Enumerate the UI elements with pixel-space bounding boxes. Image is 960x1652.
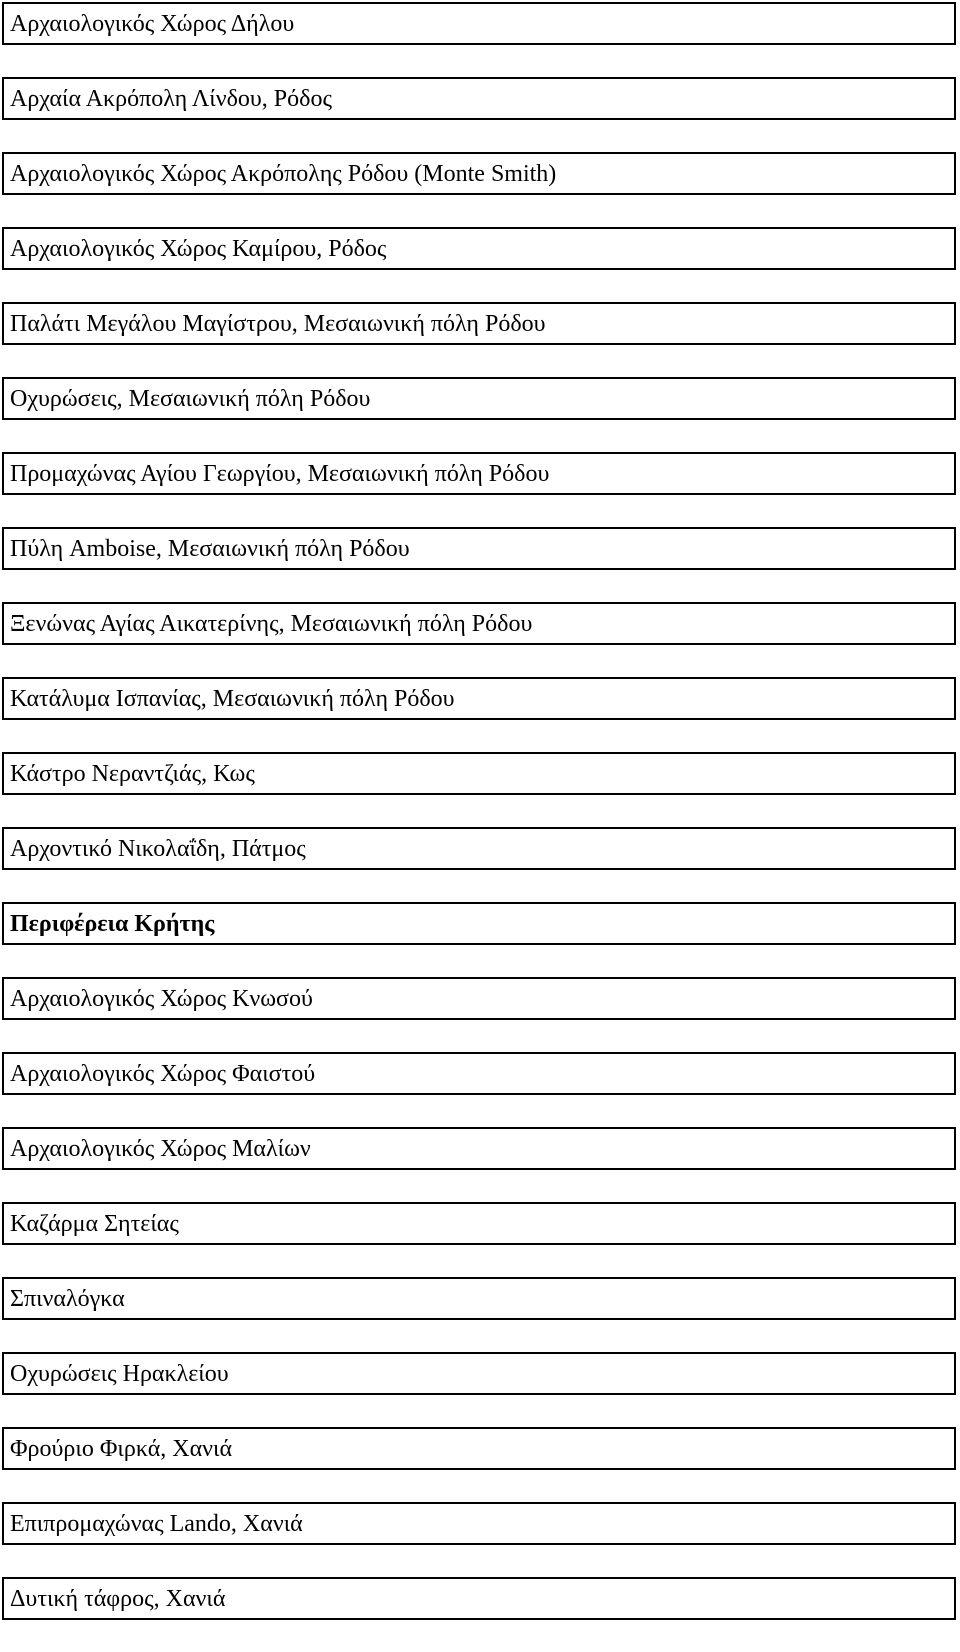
- list-item: [2, 1427, 956, 1470]
- list-item-label: Κατάλυμα Ισπανίας, Μεσαιωνική πόλη Ρόδου: [10, 685, 455, 712]
- list-item: [2, 2, 956, 45]
- list-item: [2, 1352, 956, 1395]
- list-item: [2, 977, 956, 1020]
- list-item-label: Κάστρο Νεραντζιάς, Κως: [10, 760, 255, 787]
- list-item-label: Αρχαιολογικός Χώρος Μαλίων: [10, 1135, 311, 1162]
- list-item-label: Σπιναλόγκα: [10, 1285, 125, 1312]
- list-item-label: Αρχαιολογικός Χώρος Φαιστού: [10, 1060, 316, 1087]
- list-item-label: Οχυρώσεις Ηρακλείου: [10, 1360, 229, 1387]
- list-item: [2, 527, 956, 570]
- list-item-label: Επιπρομαχώνας Lando, Χανιά: [10, 1510, 303, 1537]
- list-item: [2, 752, 956, 795]
- list-item: [2, 1127, 956, 1170]
- list-item: [2, 827, 956, 870]
- list-item-label: Παλάτι Μεγάλου Μαγίστρου, Μεσαιωνική πόλη Ρόδου: [10, 310, 546, 337]
- region-heading-label: Περιφέρεια Κρήτης: [10, 910, 215, 937]
- list-item-label: Αρχαιολογικός Χώρος Ακρόπολης Ρόδου (Monte Smith): [10, 160, 557, 187]
- list-item-label: Αρχαιολογικός Χώρος Δήλου: [10, 10, 295, 37]
- list-item: [2, 1052, 956, 1095]
- region-heading-row: [2, 902, 956, 945]
- list-item-label: Προμαχώνας Αγίου Γεωργίου, Μεσαιωνική πόλη Ρόδου: [10, 460, 550, 487]
- list-item: [2, 677, 956, 720]
- list-item: [2, 227, 956, 270]
- list-item: [2, 1577, 956, 1620]
- list-item: [2, 377, 956, 420]
- list-item: [2, 602, 956, 645]
- list-item-label: Φρούριο Φιρκά, Χανιά: [10, 1435, 233, 1462]
- site-list: [2, 2, 956, 1652]
- list-item-label: Αρχαία Ακρόπολη Λίνδου, Ρόδος: [10, 85, 332, 112]
- list-item: [2, 77, 956, 120]
- list-item-label: Οχυρώσεις, Μεσαιωνική πόλη Ρόδου: [10, 385, 371, 412]
- list-item: [2, 1202, 956, 1245]
- list-item-label: Αρχαιολογικός Χώρος Κνωσού: [10, 985, 313, 1012]
- list-item: [2, 1277, 956, 1320]
- list-item-label: Ξενώνας Αγίας Αικατερίνης, Μεσαιωνική πόλη Ρόδου: [10, 610, 533, 637]
- list-item: [2, 152, 956, 195]
- list-item: [2, 302, 956, 345]
- list-item-label: Καζάρμα Σητείας: [10, 1210, 179, 1237]
- list-item: [2, 452, 956, 495]
- list-item: [2, 1502, 956, 1545]
- list-item-label: Πύλη Amboise, Μεσαιωνική πόλη Ρόδου: [10, 535, 410, 562]
- list-item-label: Αρχοντικό Νικολαΐδη, Πάτμος: [10, 835, 306, 862]
- list-item-label: Αρχαιολογικός Χώρος Καμίρου, Ρόδος: [10, 235, 387, 262]
- list-item-label: Δυτική τάφρος, Χανιά: [10, 1585, 226, 1612]
